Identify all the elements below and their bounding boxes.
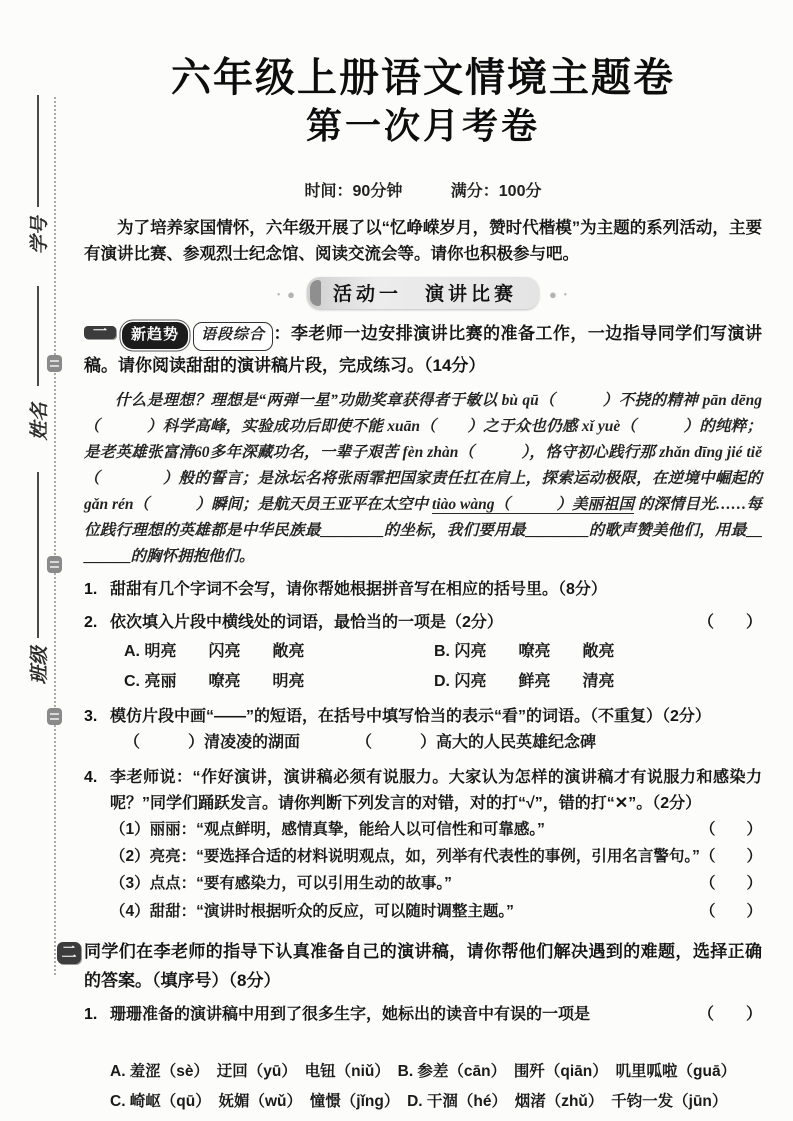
passage-part1: 什么是理想？理想是“两弹一星”功勋奖章获得者于敏以 bù qū（ ）不挠的精神 pān dēng（ ）科学高峰，实验成功后即使不能 xuān（ ）之于众也仍感 xǐ yuè（ ）的纯粹；是老英雄张富清60多年深藏功名，一辈子艰苦 fèn zhàn（ ），恪守初心践行那 zhǎn dīng jié tiě（ ）般的誓言；是泳坛名将张雨霏把国家责任扛在肩上，探索运动极限，在逆境中崛起的 gǎn rén（ ）瞬间；是航天员王亚平在太空中 [84, 392, 762, 514]
exam-time: 时间：90分钟 [304, 182, 403, 200]
judge-item-1-text: （1）丽丽：“观点鲜明，感情真挚，能给人以可信性和可靠感。” [110, 821, 545, 839]
question-2-text: 依次填入片段中横线处的词语，最恰当的一项是（2分） [110, 613, 503, 631]
section2-question-1-text: 珊珊准备的演讲稿中用到了很多生字，她标出的读音中有误的一项是 [110, 1006, 591, 1024]
section2-lead-text: 同学们在李老师的指导下认真准备自己的演讲稿，请你帮他们解决遇到的难题，选择正确的答案。（填序号）（8分） [84, 941, 762, 990]
pill-left-cap [310, 280, 321, 306]
judge-item-3 [110, 870, 762, 897]
option-b: B. 闪亮 嘹亮 敞亮 [434, 643, 615, 661]
option-c: C. 亮丽 嘹亮 明亮 [124, 673, 305, 691]
section2-question-1 [84, 1002, 762, 1116]
question-3-blanks [124, 729, 762, 758]
section2-question-1-number: 1. [84, 1006, 98, 1024]
section2-lead [61, 937, 762, 995]
passage-part2: 的深情目光……每位践行理想的英雄都是中华民族最＿＿＿＿的坐标，我们要用最＿＿＿＿的歌声赞美他们，用最＿＿＿＿的胸怀拥抱他们。 [84, 496, 762, 566]
question-3-blank-2: （ ）高大的人民英雄纪念碑 [356, 734, 597, 752]
option-row-cd: C. 崎岖（qū） 妩媚（wǔ） 憧憬（jǐng） D. 干涸（hé） 烟渚（zhǔ） 千钧一发（jūn） [110, 1092, 728, 1110]
question-4-number: 4. [84, 769, 98, 787]
question-2 [84, 610, 762, 697]
judge-item-2 [110, 843, 762, 870]
section1-lead [84, 319, 762, 380]
judge-item-3-bracket: （ ） [699, 875, 762, 893]
name-write-line [37, 286, 39, 386]
passage-underlined-phrase: tiào wàng（ ）美丽祖国 [432, 496, 635, 514]
new-trend-tag: 新趋势 [122, 322, 188, 349]
question-4-items [110, 816, 762, 925]
judge-item-4 [110, 898, 762, 925]
student-id-write-line [37, 95, 39, 207]
seal-stamp [47, 708, 62, 725]
exam-meta [84, 178, 762, 201]
exam-full-score: 满分：100分 [450, 182, 542, 200]
question-4 [84, 765, 762, 925]
question-3-number: 3. [84, 707, 98, 725]
section2-number-badge: 二 [57, 942, 81, 964]
tag-colon: ： [273, 324, 291, 344]
seal-stamp [47, 355, 62, 372]
decorative-dots-left: ・● [272, 286, 297, 302]
decorative-dots-right: ●・ [549, 286, 574, 302]
judge-item-3-text: （3）点点：“要有感染力，可以引用生动的故事。” [110, 875, 452, 893]
section2-question-1-options [110, 1057, 762, 1116]
paper-title: 六年级上册语文情境主题卷 [171, 56, 675, 100]
question-3-text: 模仿片段中画“——”的短语，在括号中填写恰当的表示“看”的词语。（不重复）（2分） [110, 707, 711, 725]
section1-number-badge: 一 [84, 326, 116, 339]
passage-type-tag: 语段综合 [193, 322, 273, 351]
question-1-text: 甜甜有几个字词不会写，请你帮她根据拼音写在相应的括号里。（8分） [110, 581, 607, 599]
question-2-answer-bracket: （ ） [697, 613, 762, 631]
seal-stamp [47, 556, 62, 573]
option-a: A. 明亮 闪亮 敞亮 [124, 643, 305, 661]
judge-item-2-bracket: （ ） [699, 848, 762, 866]
judge-item-2-text: （2）亮亮：“要选择合适的材料说明观点，如，列举有代表性的事例，引用名言警句。” [110, 848, 700, 866]
question-3 [84, 704, 762, 758]
option-d: D. 闪亮 鲜亮 清亮 [434, 673, 615, 691]
activity-header [84, 277, 762, 309]
option-row-ab: A. 羞涩（sè） 迂回（yū） 电钮（niǔ） B. 参差（cān） 围歼（qiān） 叽里呱啦（guā） [110, 1063, 737, 1081]
student-id-label: 学号 [29, 216, 51, 255]
class-write-line [37, 472, 39, 638]
binding-dotted-line [54, 97, 56, 975]
judge-item-4-text: （4）甜甜：“演讲时根据听众的反应，可以随时调整主题。” [110, 902, 514, 920]
question-3-blank-1: （ ）清凌凌的湖面 [124, 734, 301, 752]
activity-title: 活动一 演讲比赛 [332, 284, 517, 306]
judge-item-1 [110, 816, 762, 843]
exam-paper [61, 0, 763, 1116]
judge-item-1-bracket: （ ） [699, 821, 762, 839]
reading-passage [84, 388, 762, 570]
section1-lead-text: 李老师一边安排演讲比赛的准备工作，一边指导同学们写演讲稿。请你阅读甜甜的演讲稿片段，完成练习。（14分） [84, 324, 763, 375]
class-label: 班级 [29, 646, 51, 685]
section2-question-1-bracket: （ ） [697, 1006, 762, 1024]
question-1 [84, 577, 762, 603]
activity-title-pill [307, 277, 539, 309]
name-label: 姓名 [29, 402, 51, 441]
question-1-number: 1. [84, 581, 98, 599]
judge-item-4-bracket: （ ） [699, 902, 762, 920]
intro-paragraph: 为了培养家国情怀，六年级开展了以“忆峥嵘岁月，赞时代楷模”为主题的系列活动，主要有演讲比赛、参观烈士纪念馆、阅读交流会等。请你也积极参与吧。 [84, 218, 762, 264]
paper-subtitle: 第一次月考卷 [305, 105, 540, 146]
question-2-number: 2. [84, 613, 98, 631]
question-4-text: 李老师说：“作好演讲，演讲稿必须有说服力。大家认为怎样的演讲稿才有说服力和感染力呢？”同学们踊跃发言。请你判断下列发言的对错，对的打“√”，错的打“✕”。（2分） [110, 769, 762, 812]
question-2-options [124, 639, 762, 694]
